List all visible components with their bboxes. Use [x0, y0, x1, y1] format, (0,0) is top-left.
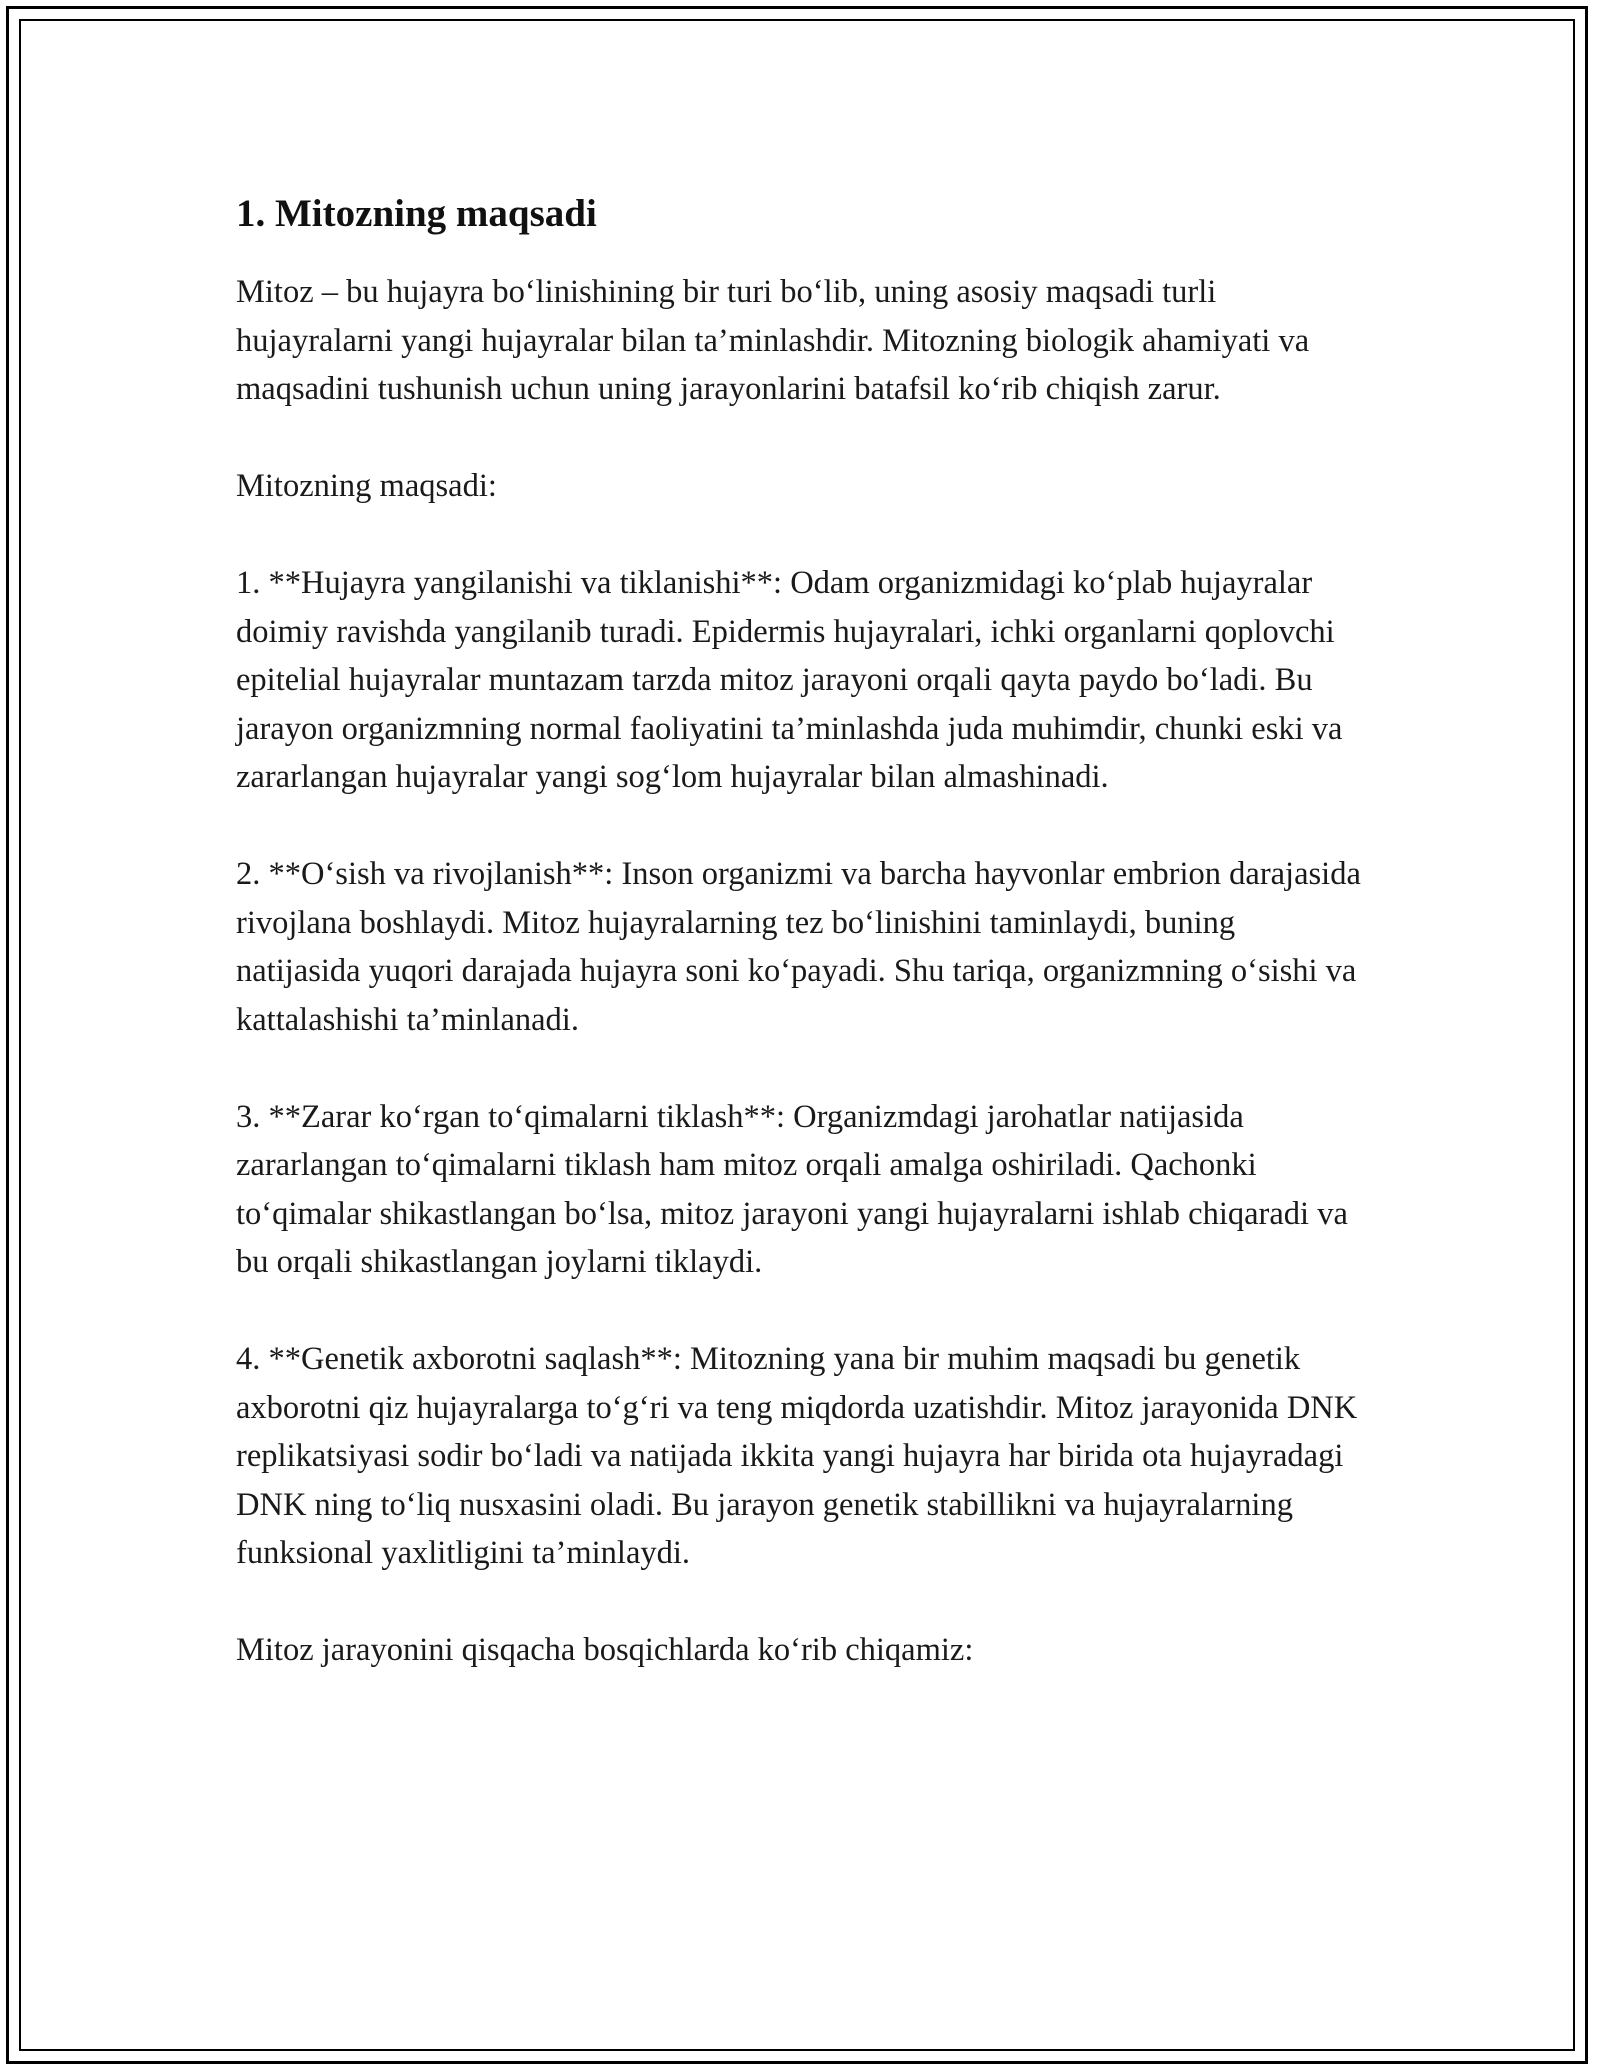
closing-paragraph: Mitoz jarayonini qisqacha bosqichlarda ko‘rib chiqamiz: [236, 1632, 974, 1668]
document-body [236, 186, 1366, 1723]
goal-item-2: 2. **O‘sish va rivojlanish**: Inson organizmi va barcha hayvonlar embrion darajasida rivojlana boshlaydi. Mitoz hujayralarning tez bo‘linishini taminlaydi, buning natijasida yuqori darajada hujayra soni ko‘payadi. Shu tariqa, organizmning o‘sishi va kattalashishi ta’minlanadi. [236, 856, 1361, 1038]
goal-item-4: 4. **Genetik axborotni saqlash**: Mitozning yana bir muhim maqsadi bu genetik axborotni qiz hujayralarga to‘g‘ri va teng miqdorda uzatishdir. Mitoz jarayonida DNK replikatsiyasi sodir bo‘ladi va natijada ikkita yangi hujayra har birida ota hujayradagi DNK ning to‘liq nusxasini oladi. Bu jarayon genetik stabillikni va hujayralarning funksional yaxlitligini ta’minlaydi. [236, 1341, 1358, 1571]
goal-item-1: 1. **Hujayra yangilanishi va tiklanishi**: Odam organizmidagi ko‘plab hujayralar doimiy ravishda yangilanib turadi. Epidermis hujayralari, ichki organlarni qoplovchi epitelial hujayralar muntazam tarzda mitoz jarayoni orqali qayta paydo bo‘ladi. Bu jarayon organizmning normal faoliyatini ta’minlashda juda muhimdir, chunki eski va zararlangan hujayralar yangi sog‘lom hujayralar bilan almashinadi. [236, 565, 1343, 795]
goal-item-3: 3. **Zarar ko‘rgan to‘qimalarni tiklash**: Organizmdagi jarohatlar natijasida zararlangan to‘qimalarni tiklash ham mitoz orqali amalga oshiriladi. Qachonki to‘qimalar shikastlangan bo‘lsa, mitoz jarayoni yangi hujayralarni ishlab chiqaradi va bu orqali shikastlangan joylarni tiklaydi. [236, 1098, 1348, 1280]
intro-paragraph: Mitoz – bu hujayra bo‘linishining bir turi bo‘lib, uning asosiy maqsadi turli hujayralarni yangi hujayralar bilan ta’minlashdir. Mitozning biologik ahamiyati va maqsadini tushunish uchun uning jarayonlarini batafsil ko‘rib chiqish zarur. [236, 274, 1310, 407]
section-heading: 1. Mitozning maqsadi [236, 192, 597, 235]
goals-label: Mitozning maqsadi: [236, 468, 497, 504]
